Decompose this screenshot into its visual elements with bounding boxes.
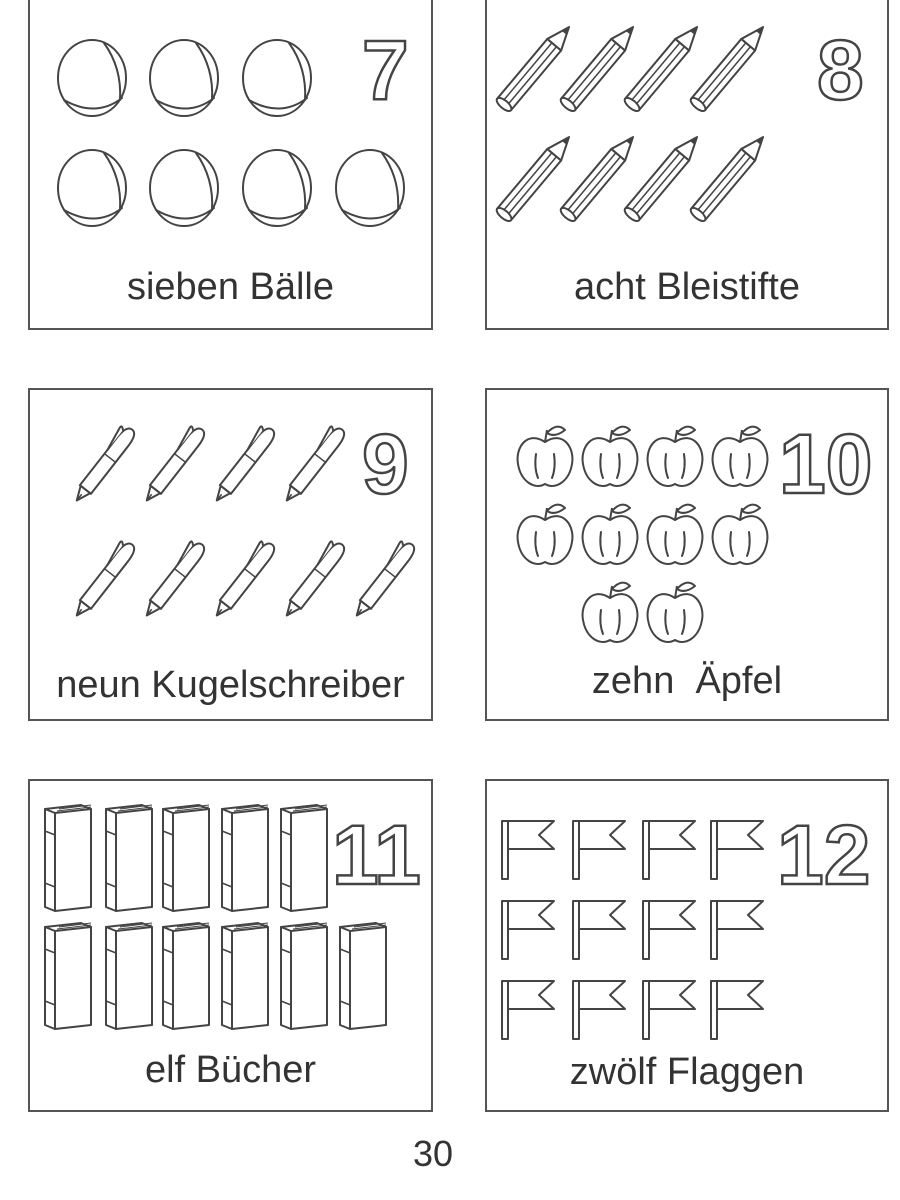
card-ten-apples [485, 388, 889, 721]
caption-nine-pens: neun Kugelschreiber [56, 664, 405, 706]
card-eleven-books [28, 779, 433, 1112]
number-10: 10 [779, 417, 873, 511]
ball-icon [58, 150, 126, 226]
book-icon [106, 805, 152, 911]
flag-icon [711, 821, 763, 879]
apple-icon [648, 505, 703, 564]
pencil-icon [689, 131, 770, 223]
pen-icon [348, 538, 418, 620]
ball-icon [150, 150, 218, 226]
book-icon [45, 923, 91, 1029]
book-icon [222, 923, 268, 1029]
book-icon [281, 923, 327, 1029]
card-twelve-flags [485, 779, 889, 1112]
pencil-icon [689, 21, 770, 113]
flag-icon [643, 901, 695, 959]
pen-icon [208, 423, 278, 505]
book-icon [281, 805, 327, 911]
number-9: 9 [362, 417, 409, 511]
number-11: 11 [332, 808, 421, 902]
flag-icon [643, 981, 695, 1039]
apple-icon [518, 505, 573, 564]
book-icon [163, 923, 209, 1029]
flag-icon [573, 981, 625, 1039]
pen-icon [68, 538, 138, 620]
caption-seven-balls: sieben Bälle [126, 266, 335, 308]
apple-icon [583, 427, 638, 486]
pen-icon [68, 423, 138, 505]
ball-icon [150, 40, 218, 116]
ball-icon [336, 150, 404, 226]
flag-icon [711, 901, 763, 959]
ball-icon [58, 40, 126, 116]
apple-icon [648, 427, 703, 486]
book-icon [106, 923, 152, 1029]
pen-icon [278, 538, 348, 620]
flag-icon [502, 821, 554, 879]
caption-eight-pencils: acht Bleistifte [574, 266, 800, 308]
page-number: 30 [412, 1133, 454, 1174]
pen-icon [138, 538, 208, 620]
book-icon [45, 805, 91, 911]
caption-ten-apples: zehn Äpfel [591, 660, 783, 702]
apple-icon [518, 427, 573, 486]
pen-icon [208, 538, 278, 620]
flag-icon [502, 981, 554, 1039]
apple-icon [713, 505, 768, 564]
card-eight-pencils [485, 0, 889, 330]
ball-icon [243, 40, 311, 116]
apple-icon [583, 583, 638, 642]
number-7: 7 [362, 23, 409, 117]
apple-icon [583, 505, 638, 564]
pen-icon [278, 423, 348, 505]
card-nine-pens [28, 388, 433, 721]
flag-icon [573, 821, 625, 879]
book-icon [163, 805, 209, 911]
caption-eleven-books: elf Bücher [144, 1049, 317, 1091]
card-seven-balls [28, 0, 433, 330]
flag-icon [711, 981, 763, 1039]
ball-icon [243, 150, 311, 226]
flag-icon [502, 901, 554, 959]
book-icon [222, 805, 268, 911]
apple-icon [713, 427, 768, 486]
pen-icon [138, 423, 208, 505]
flag-icon [643, 821, 695, 879]
book-icon [340, 923, 386, 1029]
number-12: 12 [777, 808, 871, 902]
flag-icon [573, 901, 625, 959]
caption-twelve-flags: zwölf Flaggen [569, 1051, 805, 1093]
apple-icon [648, 583, 703, 642]
number-8: 8 [817, 23, 864, 117]
